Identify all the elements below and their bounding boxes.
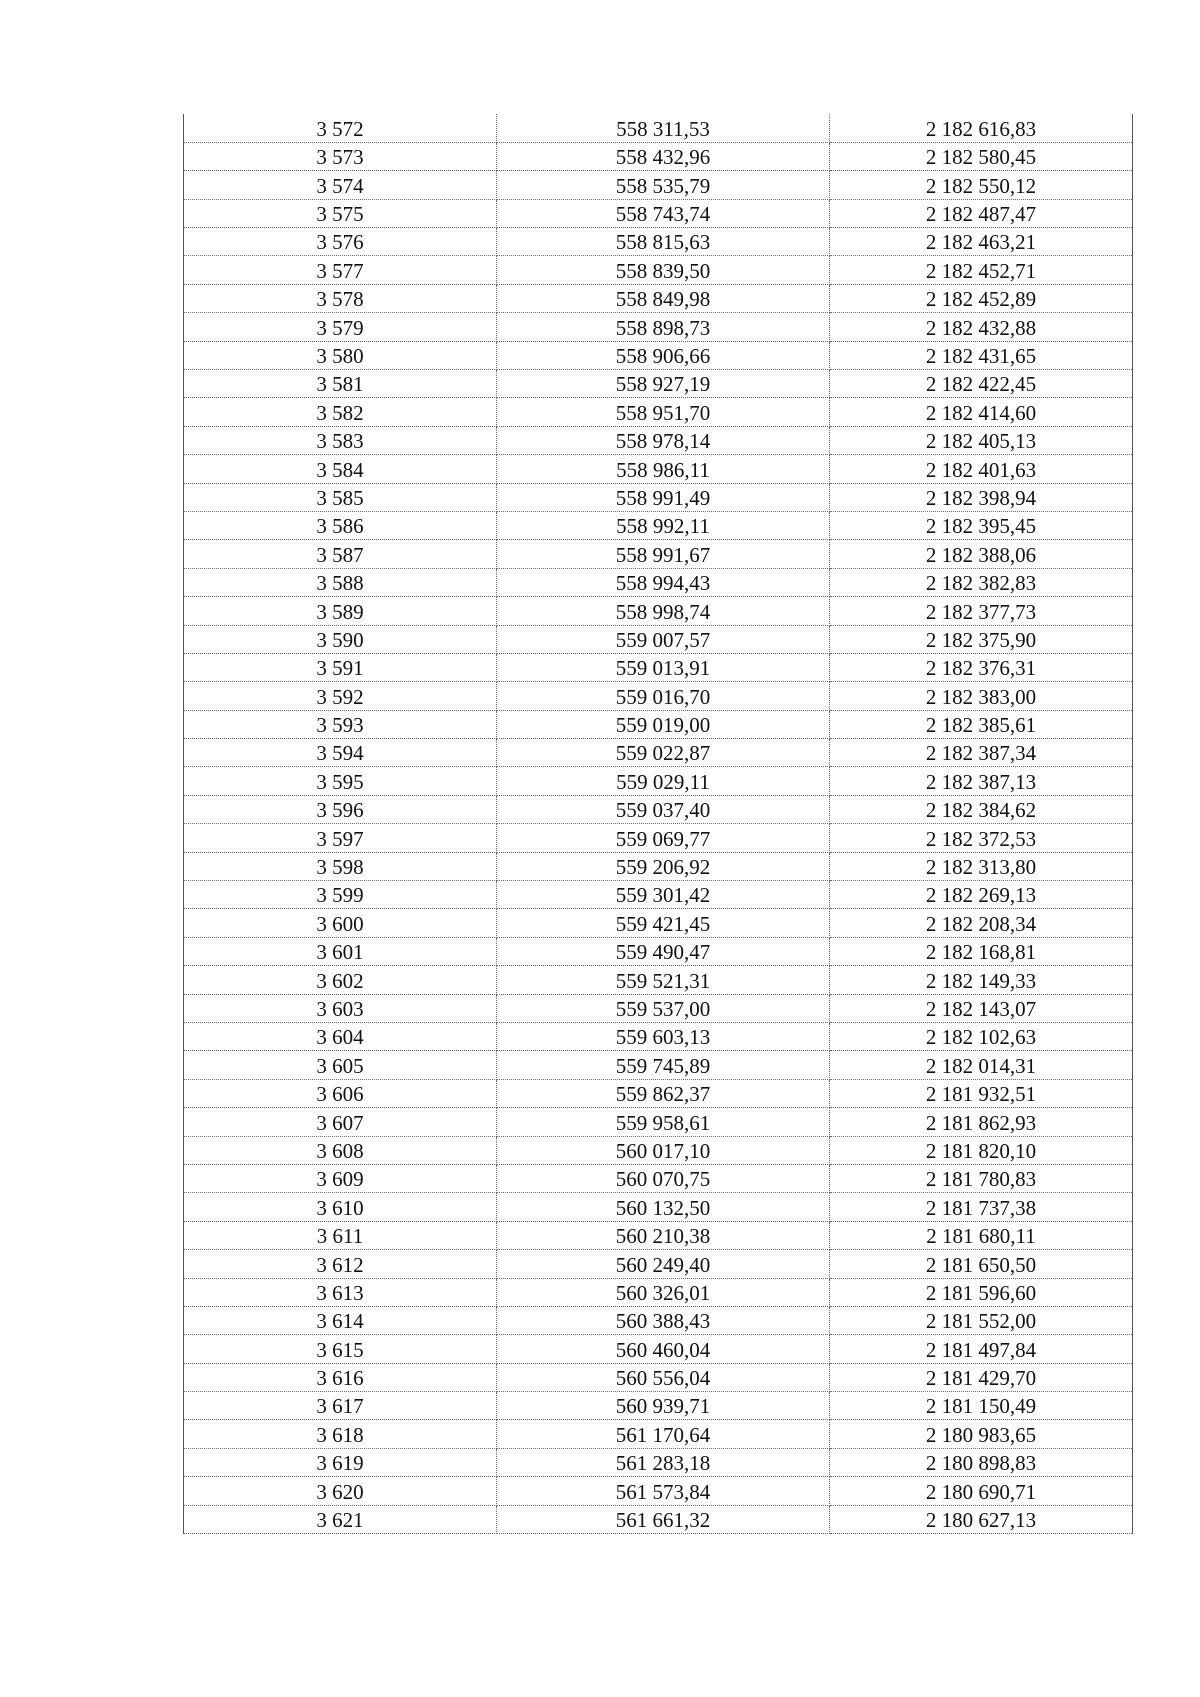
point-number-cell: 3 607 (184, 1108, 497, 1136)
x-coordinate-cell: 559 603,13 (497, 1023, 830, 1051)
x-coordinate-cell: 558 998,74 (497, 597, 830, 625)
x-coordinate-cell: 560 132,50 (497, 1193, 830, 1221)
point-number-cell: 3 580 (184, 341, 497, 369)
y-coordinate-cell: 2 182 401,63 (830, 455, 1133, 483)
point-number-cell: 3 617 (184, 1392, 497, 1420)
x-coordinate-cell: 559 037,40 (497, 795, 830, 823)
table-row (184, 767, 1133, 795)
table-row (184, 824, 1133, 852)
table-row (184, 540, 1133, 568)
x-coordinate-cell: 560 210,38 (497, 1221, 830, 1249)
x-coordinate-cell: 559 537,00 (497, 994, 830, 1022)
point-number-cell: 3 610 (184, 1193, 497, 1221)
x-coordinate-cell: 560 249,40 (497, 1250, 830, 1278)
table-row (184, 881, 1133, 909)
table-row (184, 909, 1133, 937)
x-coordinate-cell: 561 283,18 (497, 1448, 830, 1476)
y-coordinate-cell: 2 182 387,13 (830, 767, 1133, 795)
point-number-cell: 3 589 (184, 597, 497, 625)
table-row (184, 568, 1133, 596)
table-row (184, 937, 1133, 965)
y-coordinate-cell: 2 182 376,31 (830, 653, 1133, 681)
table-row (184, 653, 1133, 681)
y-coordinate-cell: 2 182 168,81 (830, 937, 1133, 965)
x-coordinate-cell: 558 906,66 (497, 341, 830, 369)
point-number-cell: 3 604 (184, 1023, 497, 1051)
x-coordinate-cell: 558 978,14 (497, 426, 830, 454)
table-row (184, 142, 1133, 170)
point-number-cell: 3 613 (184, 1278, 497, 1306)
table-row (184, 739, 1133, 767)
y-coordinate-cell: 2 181 497,84 (830, 1335, 1133, 1363)
y-coordinate-cell: 2 182 463,21 (830, 228, 1133, 256)
x-coordinate-cell: 558 743,74 (497, 199, 830, 227)
y-coordinate-cell: 2 182 102,63 (830, 1023, 1133, 1051)
y-coordinate-cell: 2 182 422,45 (830, 370, 1133, 398)
table-row (184, 1477, 1133, 1505)
x-coordinate-cell: 559 862,37 (497, 1079, 830, 1107)
y-coordinate-cell: 2 182 372,53 (830, 824, 1133, 852)
y-coordinate-cell: 2 182 143,07 (830, 994, 1133, 1022)
x-coordinate-cell: 559 069,77 (497, 824, 830, 852)
y-coordinate-cell: 2 182 382,83 (830, 568, 1133, 596)
point-number-cell: 3 590 (184, 625, 497, 653)
y-coordinate-cell: 2 182 431,65 (830, 341, 1133, 369)
point-number-cell: 3 591 (184, 653, 497, 681)
y-coordinate-cell: 2 182 149,33 (830, 966, 1133, 994)
table-row (184, 1306, 1133, 1334)
table-row (184, 1051, 1133, 1079)
point-number-cell: 3 574 (184, 171, 497, 199)
point-number-cell: 3 599 (184, 881, 497, 909)
point-number-cell: 3 600 (184, 909, 497, 937)
point-number-cell: 3 573 (184, 142, 497, 170)
y-coordinate-cell: 2 180 627,13 (830, 1505, 1133, 1533)
x-coordinate-cell: 559 022,87 (497, 739, 830, 767)
point-number-cell: 3 581 (184, 370, 497, 398)
y-coordinate-cell: 2 181 820,10 (830, 1136, 1133, 1164)
table-row (184, 1250, 1133, 1278)
point-number-cell: 3 582 (184, 398, 497, 426)
y-coordinate-cell: 2 182 487,47 (830, 199, 1133, 227)
point-number-cell: 3 583 (184, 426, 497, 454)
coordinates-table (183, 114, 1133, 1534)
x-coordinate-cell: 558 994,43 (497, 568, 830, 596)
x-coordinate-cell: 559 421,45 (497, 909, 830, 937)
x-coordinate-cell: 560 556,04 (497, 1363, 830, 1391)
y-coordinate-cell: 2 180 898,83 (830, 1448, 1133, 1476)
y-coordinate-cell: 2 182 452,89 (830, 284, 1133, 312)
point-number-cell: 3 602 (184, 966, 497, 994)
table-row (184, 256, 1133, 284)
y-coordinate-cell: 2 182 313,80 (830, 852, 1133, 880)
point-number-cell: 3 587 (184, 540, 497, 568)
point-number-cell: 3 606 (184, 1079, 497, 1107)
y-coordinate-cell: 2 181 650,50 (830, 1250, 1133, 1278)
x-coordinate-cell: 560 017,10 (497, 1136, 830, 1164)
y-coordinate-cell: 2 182 375,90 (830, 625, 1133, 653)
x-coordinate-cell: 560 326,01 (497, 1278, 830, 1306)
point-number-cell: 3 616 (184, 1363, 497, 1391)
x-coordinate-cell: 558 951,70 (497, 398, 830, 426)
table-row (184, 1363, 1133, 1391)
table-row (184, 625, 1133, 653)
point-number-cell: 3 603 (184, 994, 497, 1022)
x-coordinate-cell: 559 958,61 (497, 1108, 830, 1136)
x-coordinate-cell: 559 521,31 (497, 966, 830, 994)
table-row (184, 1392, 1133, 1420)
table-row (184, 114, 1133, 142)
point-number-cell: 3 585 (184, 483, 497, 511)
x-coordinate-cell: 558 849,98 (497, 284, 830, 312)
x-coordinate-cell: 559 007,57 (497, 625, 830, 653)
table-body (184, 114, 1133, 1534)
y-coordinate-cell: 2 182 383,00 (830, 682, 1133, 710)
y-coordinate-cell: 2 180 983,65 (830, 1420, 1133, 1448)
table-row (184, 455, 1133, 483)
table-row (184, 795, 1133, 823)
table-row (184, 1164, 1133, 1192)
x-coordinate-cell: 559 019,00 (497, 710, 830, 738)
point-number-cell: 3 618 (184, 1420, 497, 1448)
table-row (184, 1079, 1133, 1107)
table-row (184, 710, 1133, 738)
y-coordinate-cell: 2 181 932,51 (830, 1079, 1133, 1107)
x-coordinate-cell: 559 206,92 (497, 852, 830, 880)
y-coordinate-cell: 2 181 596,60 (830, 1278, 1133, 1306)
table-row (184, 228, 1133, 256)
y-coordinate-cell: 2 182 452,71 (830, 256, 1133, 284)
point-number-cell: 3 598 (184, 852, 497, 880)
x-coordinate-cell: 558 992,11 (497, 511, 830, 539)
table-row (184, 313, 1133, 341)
point-number-cell: 3 597 (184, 824, 497, 852)
table-row (184, 199, 1133, 227)
point-number-cell: 3 608 (184, 1136, 497, 1164)
point-number-cell: 3 572 (184, 114, 497, 142)
y-coordinate-cell: 2 182 398,94 (830, 483, 1133, 511)
x-coordinate-cell: 559 013,91 (497, 653, 830, 681)
x-coordinate-cell: 561 573,84 (497, 1477, 830, 1505)
y-coordinate-cell: 2 182 385,61 (830, 710, 1133, 738)
x-coordinate-cell: 558 815,63 (497, 228, 830, 256)
table-row (184, 1448, 1133, 1476)
x-coordinate-cell: 560 070,75 (497, 1164, 830, 1192)
y-coordinate-cell: 2 182 405,13 (830, 426, 1133, 454)
x-coordinate-cell: 560 939,71 (497, 1392, 830, 1420)
table-row (184, 1335, 1133, 1363)
x-coordinate-cell: 558 311,53 (497, 114, 830, 142)
x-coordinate-cell: 559 029,11 (497, 767, 830, 795)
y-coordinate-cell: 2 181 780,83 (830, 1164, 1133, 1192)
table-row (184, 852, 1133, 880)
table-row (184, 398, 1133, 426)
y-coordinate-cell: 2 182 384,62 (830, 795, 1133, 823)
x-coordinate-cell: 558 432,96 (497, 142, 830, 170)
table-row (184, 1108, 1133, 1136)
x-coordinate-cell: 559 490,47 (497, 937, 830, 965)
y-coordinate-cell: 2 182 208,34 (830, 909, 1133, 937)
point-number-cell: 3 584 (184, 455, 497, 483)
point-number-cell: 3 614 (184, 1306, 497, 1334)
x-coordinate-cell: 559 301,42 (497, 881, 830, 909)
y-coordinate-cell: 2 181 862,93 (830, 1108, 1133, 1136)
y-coordinate-cell: 2 182 269,13 (830, 881, 1133, 909)
y-coordinate-cell: 2 180 690,71 (830, 1477, 1133, 1505)
x-coordinate-cell: 559 745,89 (497, 1051, 830, 1079)
point-number-cell: 3 615 (184, 1335, 497, 1363)
point-number-cell: 3 594 (184, 739, 497, 767)
point-number-cell: 3 579 (184, 313, 497, 341)
y-coordinate-cell: 2 181 737,38 (830, 1193, 1133, 1221)
y-coordinate-cell: 2 182 395,45 (830, 511, 1133, 539)
x-coordinate-cell: 560 460,04 (497, 1335, 830, 1363)
y-coordinate-cell: 2 182 387,34 (830, 739, 1133, 767)
table-row (184, 370, 1133, 398)
point-number-cell: 3 592 (184, 682, 497, 710)
table-row (184, 1420, 1133, 1448)
y-coordinate-cell: 2 182 580,45 (830, 142, 1133, 170)
point-number-cell: 3 586 (184, 511, 497, 539)
y-coordinate-cell: 2 181 552,00 (830, 1306, 1133, 1334)
table-row (184, 426, 1133, 454)
x-coordinate-cell: 561 661,32 (497, 1505, 830, 1533)
table-row (184, 483, 1133, 511)
y-coordinate-cell: 2 182 014,31 (830, 1051, 1133, 1079)
y-coordinate-cell: 2 181 429,70 (830, 1363, 1133, 1391)
x-coordinate-cell: 558 991,49 (497, 483, 830, 511)
point-number-cell: 3 601 (184, 937, 497, 965)
table-row (184, 1221, 1133, 1249)
x-coordinate-cell: 560 388,43 (497, 1306, 830, 1334)
x-coordinate-cell: 559 016,70 (497, 682, 830, 710)
point-number-cell: 3 596 (184, 795, 497, 823)
table-row (184, 1278, 1133, 1306)
y-coordinate-cell: 2 182 432,88 (830, 313, 1133, 341)
point-number-cell: 3 576 (184, 228, 497, 256)
table-row (184, 341, 1133, 369)
point-number-cell: 3 577 (184, 256, 497, 284)
point-number-cell: 3 612 (184, 1250, 497, 1278)
table-row (184, 284, 1133, 312)
x-coordinate-cell: 558 898,73 (497, 313, 830, 341)
y-coordinate-cell: 2 182 616,83 (830, 114, 1133, 142)
point-number-cell: 3 609 (184, 1164, 497, 1192)
point-number-cell: 3 578 (184, 284, 497, 312)
table-row (184, 511, 1133, 539)
y-coordinate-cell: 2 182 388,06 (830, 540, 1133, 568)
table-row (184, 171, 1133, 199)
y-coordinate-cell: 2 181 680,11 (830, 1221, 1133, 1249)
table-row (184, 682, 1133, 710)
x-coordinate-cell: 558 535,79 (497, 171, 830, 199)
table-row (184, 1193, 1133, 1221)
point-number-cell: 3 621 (184, 1505, 497, 1533)
x-coordinate-cell: 558 927,19 (497, 370, 830, 398)
y-coordinate-cell: 2 182 414,60 (830, 398, 1133, 426)
point-number-cell: 3 605 (184, 1051, 497, 1079)
point-number-cell: 3 619 (184, 1448, 497, 1476)
table-row (184, 1136, 1133, 1164)
point-number-cell: 3 611 (184, 1221, 497, 1249)
table-row (184, 966, 1133, 994)
x-coordinate-cell: 558 839,50 (497, 256, 830, 284)
table-row (184, 994, 1133, 1022)
table-row (184, 1023, 1133, 1051)
point-number-cell: 3 588 (184, 568, 497, 596)
point-number-cell: 3 593 (184, 710, 497, 738)
point-number-cell: 3 620 (184, 1477, 497, 1505)
y-coordinate-cell: 2 182 550,12 (830, 171, 1133, 199)
x-coordinate-cell: 561 170,64 (497, 1420, 830, 1448)
x-coordinate-cell: 558 986,11 (497, 455, 830, 483)
table-row (184, 597, 1133, 625)
table-row (184, 1505, 1133, 1533)
x-coordinate-cell: 558 991,67 (497, 540, 830, 568)
point-number-cell: 3 575 (184, 199, 497, 227)
y-coordinate-cell: 2 181 150,49 (830, 1392, 1133, 1420)
y-coordinate-cell: 2 182 377,73 (830, 597, 1133, 625)
point-number-cell: 3 595 (184, 767, 497, 795)
